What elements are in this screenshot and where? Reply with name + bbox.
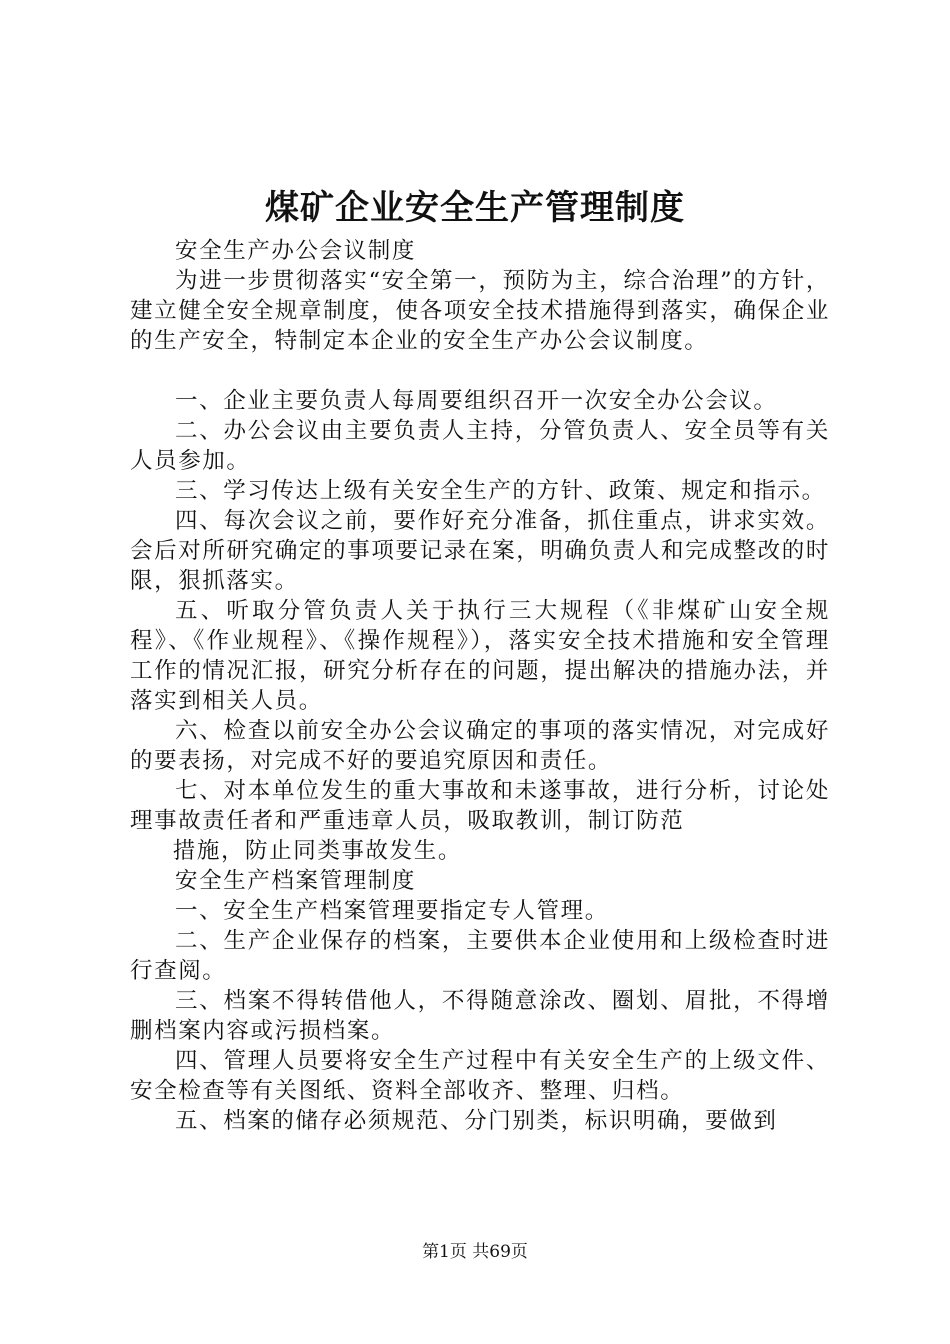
paragraph: 二、办公会议由主要负责人主持，分管负责人、安全员等有关人员参加。 — [130, 418, 830, 474]
paragraph: 五、档案的储存必须规范、分门别类，标识明确，要做到 — [175, 1108, 778, 1134]
paragraph: 为进一步贯彻落实“安全第一，预防为主，综合治理”的方针，建立健全安全规章制度，使各项安全技术措施得到落实，确保企业的生产安全，特制定本企业的安全生产办公会议制度。 — [130, 268, 830, 354]
paragraph: 四、管理人员要将安全生产过程中有关安全生产的上级文件、安全检查等有关图纸、资料全部收齐、整理、归档。 — [130, 1048, 830, 1104]
paragraph: 措施，防止同类事故发生。 — [172, 838, 462, 864]
paragraph: 一、企业主要负责人每周要组织召开一次安全办公会议。 — [175, 388, 778, 414]
paragraph: 五、听取分管负责人关于执行三大规程（《非煤矿山安全规程》、《作业规程》、《操作规程》），落实安全技术措施和安全管理工作的情况汇报，研究分析存在的问题，提出解决的措施办法，并落实到相关人员。 — [130, 598, 830, 714]
section-heading: 安全生产办公会议制度 — [175, 238, 417, 264]
paragraph: 四、每次会议之前，要作好充分准备，抓住重点，讲求实效。会后对所研究确定的事项要记录在案，明确负责人和完成整改的时限，狠抓落实。 — [130, 508, 830, 594]
paragraph: 七、对本单位发生的重大事故和未遂事故，进行分析，讨论处理事故责任者和严重违章人员，吸取教训，制订防范 — [130, 778, 830, 834]
paragraph: 一、安全生产档案管理要指定专人管理。 — [175, 898, 609, 924]
section-heading: 安全生产档案管理制度 — [175, 868, 417, 894]
paragraph: 三、学习传达上级有关安全生产的方针、政策、规定和指示。 — [175, 478, 826, 504]
paragraph: 六、检查以前安全办公会议确定的事项的落实情况，对完成好的要表扬，对完成不好的要追究原因和责任。 — [130, 718, 830, 774]
paragraph: 三、档案不得转借他人，不得随意涂改、圈划、眉批，不得增删档案内容或污损档案。 — [130, 988, 830, 1044]
paragraph: 二、生产企业保存的档案，主要供本企业使用和上级检查时进行查阅。 — [130, 928, 830, 984]
page-number-footer: 第1页 共69页 — [422, 1242, 528, 1262]
document-title: 煤矿企业安全生产管理制度 — [265, 188, 685, 228]
document-body — [130, 236, 830, 1136]
